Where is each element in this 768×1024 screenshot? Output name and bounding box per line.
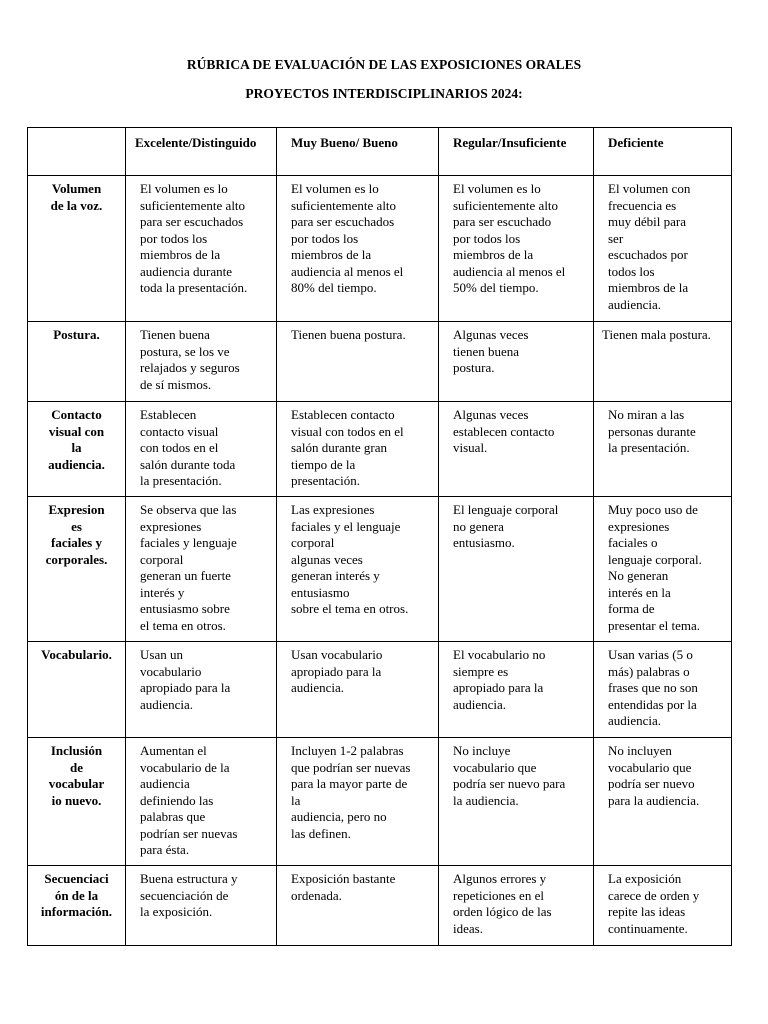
cell-volumen-muy-bueno: El volumen es lo suficientemente alto para ser escuchados por todos los miembros de la audiencia al menos el 80% del tiempo. (277, 176, 439, 322)
cell-secuencia-excelente: Buena estructura y secuenciación de la exposición. (126, 866, 277, 946)
header-regular: Regular/Insuficiente (439, 128, 594, 176)
table-row-expresiones (28, 497, 732, 642)
cell-vocabulario-excelente: Usan un vocabulario apropiado para la audiencia. (126, 642, 277, 738)
cell-expresiones-deficiente: Muy poco uso de expresiones faciales o lenguaje corporal. No generan interés en la forma de presentar el tema. (594, 497, 732, 642)
cell-contacto-deficiente: No miran a las personas durante la presentación. (594, 402, 732, 497)
header-muy-bueno: Muy Bueno/ Bueno (277, 128, 439, 176)
cell-volumen-excelente: El volumen es lo suficientemente alto para ser escuchados por todos los miembros de la audiencia durante toda la presentación. (126, 176, 277, 322)
cell-nuevo-deficiente: No incluyen vocabulario que podría ser nuevo para la audiencia. (594, 738, 732, 866)
cell-secuencia-regular: Algunos errores y repeticiones en el orden lógico de las ideas. (439, 866, 594, 946)
document-title: RÚBRICA DE EVALUACIÓN DE LAS EXPOSICIONES ORALES (186, 57, 582, 72)
criterion-contacto-visual: Contacto visual con la audiencia. (28, 402, 126, 497)
criterion-expresiones: Expresion es faciales y corporales. (28, 497, 126, 642)
criterion-vocabulario-nuevo: Inclusión de vocabular io nuevo. (28, 738, 126, 866)
cell-expresiones-excelente: Se observa que las expresiones faciales y lenguaje corporal generan un fuerte interés y entusiasmo sobre el tema en otros. (126, 497, 277, 642)
table-row-secuenciacion (28, 866, 732, 946)
cell-nuevo-excelente: Aumentan el vocabulario de la audiencia definiendo las palabras que podrían ser nuevas para ésta. (126, 738, 277, 866)
cell-postura-regular: Algunas veces tienen buena postura. (439, 322, 594, 402)
criterion-secuenciacion: Secuenciaci ón de la información. (28, 866, 126, 946)
criterion-vocabulario: Vocabulario. (28, 642, 126, 738)
cell-expresiones-regular: El lenguaje corporal no genera entusiasmo. (439, 497, 594, 642)
header-row (28, 128, 732, 176)
table-row-contacto-visual (28, 402, 732, 497)
cell-vocabulario-deficiente: Usan varias (5 o más) palabras o frases que no son entendidas por la audiencia. (594, 642, 732, 738)
cell-vocabulario-muy-bueno: Usan vocabulario apropiado para la audiencia. (277, 642, 439, 738)
cell-volumen-regular: El volumen es lo suficientemente alto para ser escuchado por todos los miembros de la audiencia al menos el 50% del tiempo. (439, 176, 594, 322)
cell-postura-muy-bueno: Tienen buena postura. (277, 322, 439, 402)
cell-vocabulario-regular: El vocabulario no siempre es apropiado para la audiencia. (439, 642, 594, 738)
table-row-vocabulario (28, 642, 732, 738)
cell-nuevo-muy-bueno: Incluyen 1-2 palabras que podrían ser nuevas para la mayor parte de la audiencia, pero no las definen. (277, 738, 439, 866)
cell-expresiones-muy-bueno: Las expresiones faciales y el lenguaje corporal algunas veces generan interés y entusiasmo sobre el tema en otros. (277, 497, 439, 642)
cell-postura-excelente: Tienen buena postura, se los ve relajados y seguros de sí mismos. (126, 322, 277, 402)
criterion-postura: Postura. (28, 322, 126, 402)
criterion-volumen: Volumen de la voz. (28, 176, 126, 322)
document-subtitle: PROYECTOS INTERDISCIPLINARIOS 2024: (245, 86, 523, 101)
table-row-postura (28, 322, 732, 402)
cell-volumen-deficiente: El volumen con frecuencia es muy débil para ser escuchados por todos los miembros de la audiencia. (594, 176, 732, 322)
cell-nuevo-regular: No incluye vocabulario que podría ser nuevo para la audiencia. (439, 738, 594, 866)
cell-contacto-excelente: Establecen contacto visual con todos en el salón durante toda la presentación. (126, 402, 277, 497)
rubric-table (27, 127, 732, 946)
cell-contacto-regular: Algunas veces establecen contacto visual. (439, 402, 594, 497)
cell-secuencia-muy-bueno: Exposición bastante ordenada. (277, 866, 439, 946)
header-excelente: Excelente/Distinguido (126, 128, 277, 176)
header-deficiente: Deficiente (594, 128, 732, 176)
table-row-vocabulario-nuevo (28, 738, 732, 866)
cell-postura-deficiente: Tienen mala postura. (594, 322, 732, 402)
cell-contacto-muy-bueno: Establecen contacto visual con todos en el salón durante gran tiempo de la presentación. (277, 402, 439, 497)
header-cell-empty (28, 128, 126, 176)
cell-secuencia-deficiente: La exposición carece de orden y repite las ideas continuamente. (594, 866, 732, 946)
table-row-volumen (28, 176, 732, 322)
